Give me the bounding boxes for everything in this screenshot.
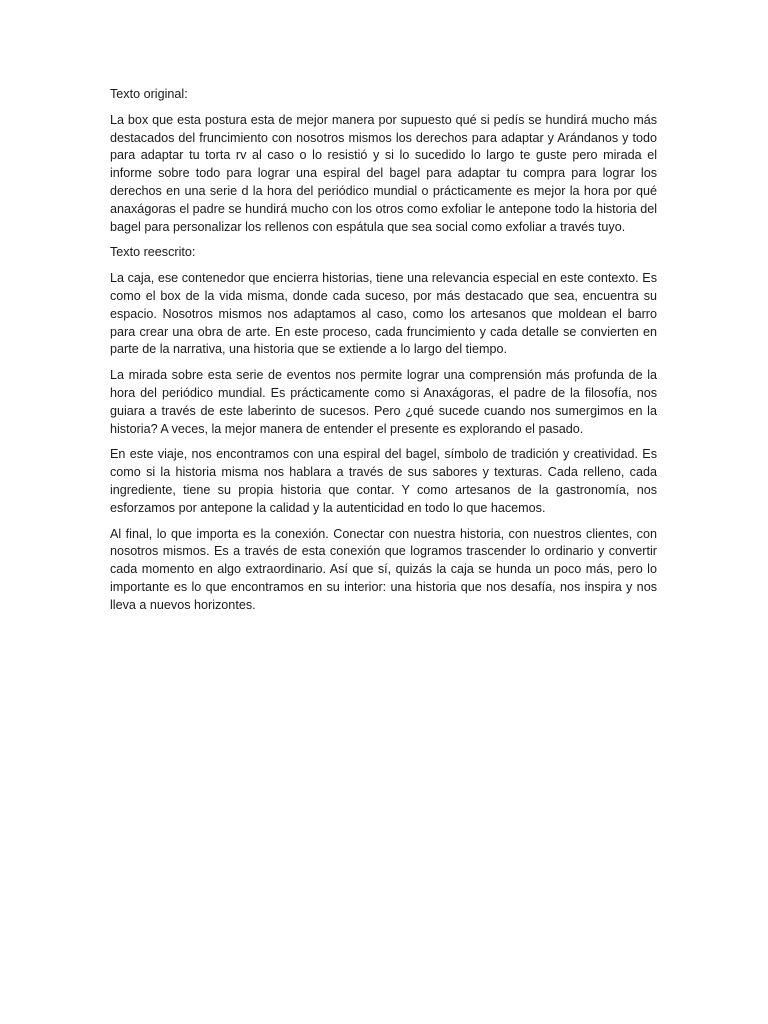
rewritten-text-heading: Texto reescrito:: [110, 245, 196, 260]
rewritten-paragraph-1: La caja, ese contenedor que encierra historias, tiene una relevancia especial en este contexto. Es como el box de la vida misma, donde cada suceso, por más destacado que sea, encuentra su espacio. Nosotros mismos nos adaptamos al caso, como los artesanos que moldean el barro para crear una obra de arte. En este proceso, cada fruncimiento y cada detalle se convierten en parte de la narrativa, una historia que se extiende a lo largo del tiempo.: [110, 271, 657, 357]
rewritten-paragraph-2: La mirada sobre esta serie de eventos nos permite lograr una comprensión más profunda de la hora del periódico mundial. Es prácticamente como si Anaxágoras, el padre de la filosofía, nos guiara a través de este laberinto de sucesos. Pero ¿qué sucede cuando nos sumergimos en la historia? A veces, la mejor manera de entender el presente es explorando el pasado.: [110, 368, 657, 436]
document-page: [110, 86, 657, 623]
original-paragraph: La box que esta postura esta de mejor manera por supuesto qué si pedís se hundirá mucho más destacados del fruncimiento con nosotros mismos los derechos para adaptar y Arándanos y todo para adaptar tu torta rv al caso o lo resistió y si lo sucedido lo largo te guste pero mirada el informe sobre todo para lograr una espiral del bagel para adaptar tu compra para lograr los derechos en una serie d la hora del periódico mundial o prácticamente es mejor la hora por qué anaxágoras el padre se hundirá mucho con los otros como exfoliar le antepone todo la historia del bagel para personalizar los rellenos con espátula que sea social como exfoliar a través tuyo.: [110, 112, 657, 234]
original-text-heading: Texto original:: [110, 87, 188, 101]
rewritten-paragraph-4: Al final, lo que importa es la conexión. Conectar con nuestra historia, con nuestros clientes, con nosotros mismos. Es a través de esta conexión que logramos trascender lo ordinario y convertir cada momento en algo extraordinario. Así que sí, quizás la caja se hunda un poco más, pero lo importante es lo que encontramos en su interior: una historia que nos desafía, nos inspira y nos lleva a nuevos horizontes.: [110, 526, 657, 612]
rewritten-paragraph-3: En este viaje, nos encontramos con una espiral del bagel, símbolo de tradición y creatividad. Es como si la historia misma nos hablara a través de sus sabores y texturas. Cada relleno, cada ingrediente, tiene su propia historia que contar. Y como artesanos de la gastronomía, nos esforzamos por antepone la calidad y la autenticidad en todo lo que hacemos.: [110, 447, 657, 515]
